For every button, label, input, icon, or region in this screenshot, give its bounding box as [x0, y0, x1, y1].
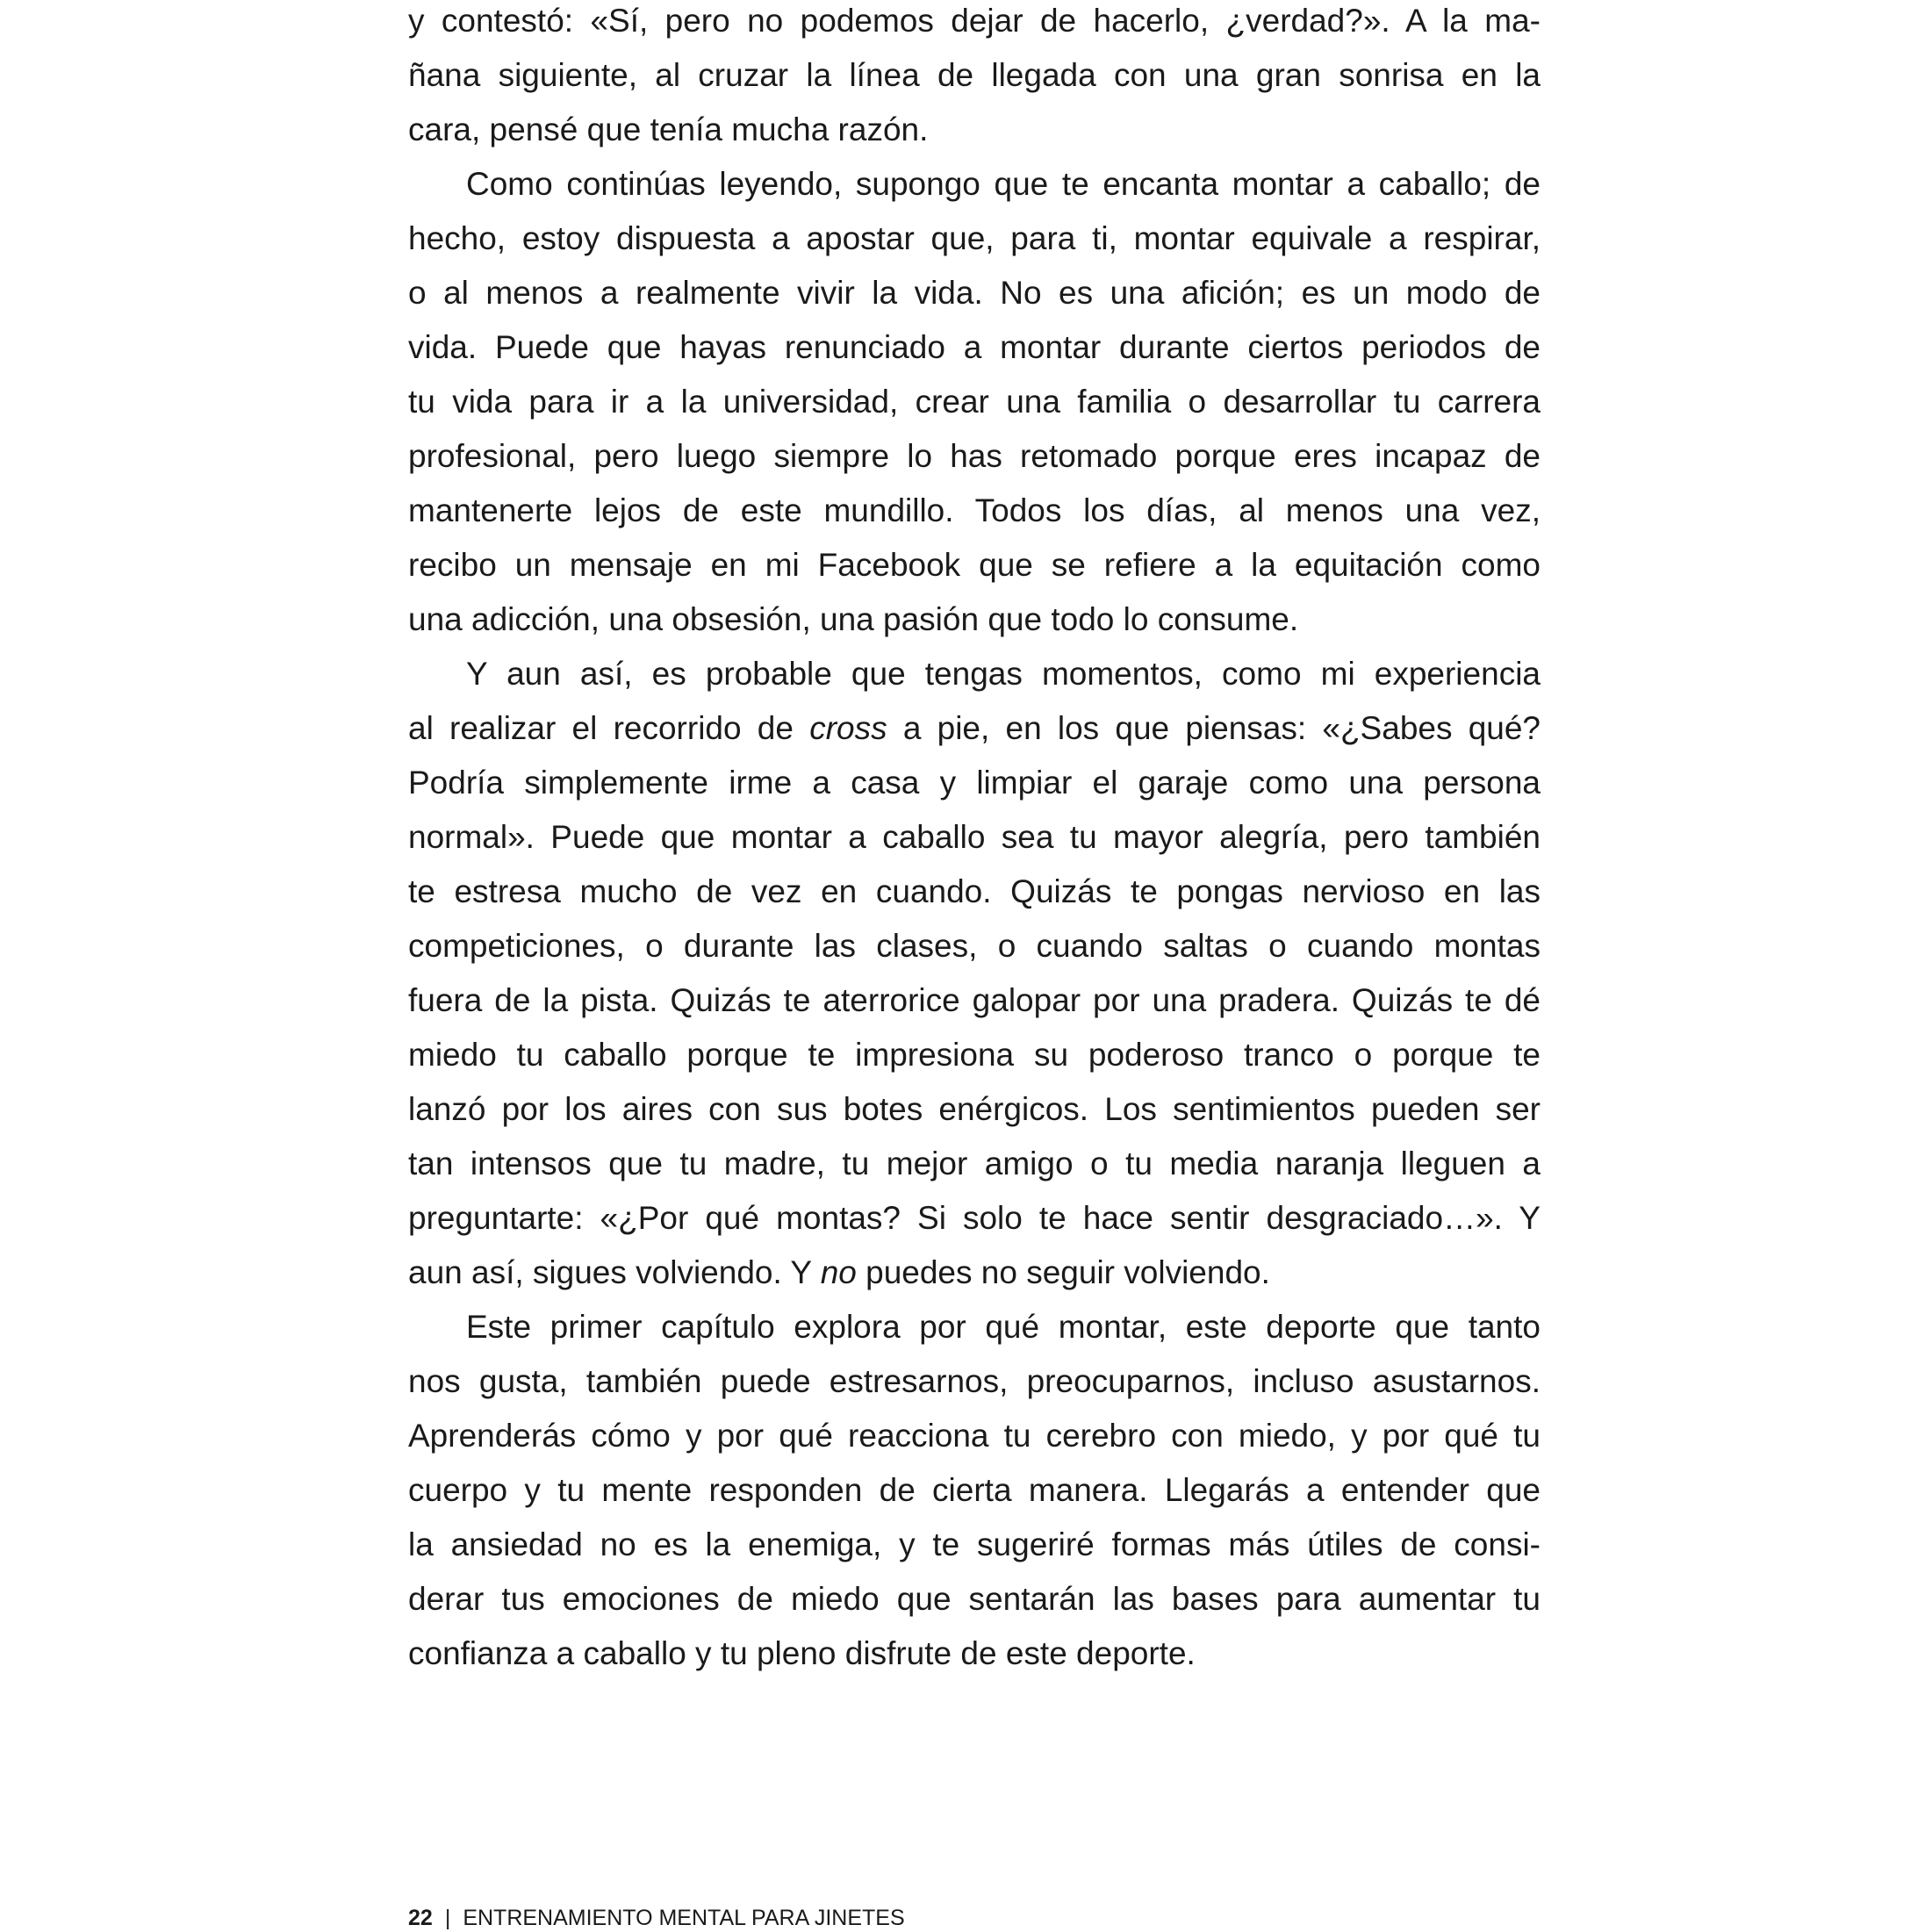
text-line: nos gusta, también puede estresarnos, preocuparnos, incluso asustarnos. [408, 1363, 1541, 1399]
text-line: hecho, estoy dispuesta a apostar que, para ti, montar equivale a respirar, [408, 220, 1541, 256]
text-line: derar tus emociones de miedo que sentarán las bases para aumentar tu [408, 1581, 1541, 1617]
text-line: Aprenderás cómo y por qué reacciona tu cerebro con miedo, y por qué tu [408, 1418, 1541, 1454]
text-line: competiciones, o durante las clases, o cuando saltas o cuando montas [408, 928, 1541, 964]
text-line: recibo un mensaje en mi Facebook que se refiere a la equitación como [408, 547, 1541, 583]
text-line: tu vida para ir a la universidad, crear una familia o desarrollar tu carrera [408, 384, 1541, 420]
text-segment: al realizar el recorrido de [408, 710, 810, 746]
text-line [408, 707, 1541, 762]
text-segment: aun así, sigues volviendo. Y [408, 1254, 821, 1290]
text-line: fuera de la pista. Quizás te aterrorice galopar por una pradera. Quizás te dé [408, 982, 1541, 1018]
text-line: ñana siguiente, al cruzar la línea de llegada con una gran sonrisa en la [408, 57, 1541, 93]
page-number: 22 [408, 1906, 433, 1930]
text-line: Podría simplemente irme a casa y limpiar el garaje como una persona [408, 765, 1541, 801]
text-line: mantenerte lejos de este mundillo. Todos los días, al menos una vez, [408, 492, 1541, 528]
text-line: una adicción, una obsesión, una pasión que todo lo consume. [408, 601, 1299, 637]
text-line: Y aun así, es probable que tengas momentos, como mi experiencia [466, 656, 1541, 692]
text-line: Este primer capítulo explora por qué montar, este deporte que tanto [466, 1309, 1541, 1345]
italic-word: no [820, 1254, 857, 1290]
text-line [408, 1252, 1541, 1306]
text-line: confianza a caballo y tu pleno disfrute de este deporte. [408, 1635, 1196, 1671]
footer-separator: | [444, 1906, 451, 1930]
text-line: normal». Puede que montar a caballo sea tu mayor alegría, pero también [408, 819, 1541, 855]
text-line: vida. Puede que hayas renunciado a montar durante ciertos periodos de [408, 329, 1541, 365]
text-line: o al menos a realmente vivir la vida. No es una afición; es un modo de [408, 275, 1541, 311]
body-text [408, 0, 1541, 1687]
text-line: Como continúas leyendo, supongo que te encanta montar a caballo; de [466, 166, 1541, 202]
text-line: tan intensos que tu madre, tu mejor amigo o tu media naranja lleguen a [408, 1146, 1541, 1181]
running-title: ENTRENAMIENTO MENTAL PARA JINETES [463, 1906, 905, 1930]
text-line: la ansiedad no es la enemiga, y te sugeriré formas más útiles de consi- [408, 1526, 1541, 1562]
text-line: y contestó: «Sí, pero no podemos dejar de hacerlo, ¿verdad?». A la ma- [408, 3, 1541, 39]
italic-word: cross [809, 710, 887, 746]
text-line: te estresa mucho de vez en cuando. Quizás te pongas nervioso en las [408, 873, 1541, 909]
page-footer [408, 1905, 905, 1931]
text-line: profesional, pero luego siempre lo has retomado porque eres incapaz de [408, 438, 1541, 474]
text-segment: puedes no seguir volviendo. [856, 1254, 1270, 1290]
text-line: cuerpo y tu mente responden de cierta manera. Llegarás a entender que [408, 1472, 1541, 1508]
text-segment: a pie, en los que piensas: «¿Sabes qué? [887, 710, 1541, 746]
text-line: preguntarte: «¿Por qué montas? Si solo te hace sentir desgraciado…». Y [408, 1200, 1541, 1236]
text-line: miedo tu caballo porque te impresiona su poderoso tranco o porque te [408, 1037, 1541, 1073]
text-line: lanzó por los aires con sus botes enérgicos. Los sentimientos pueden ser [408, 1091, 1541, 1127]
text-line: cara, pensé que tenía mucha razón. [408, 111, 929, 147]
